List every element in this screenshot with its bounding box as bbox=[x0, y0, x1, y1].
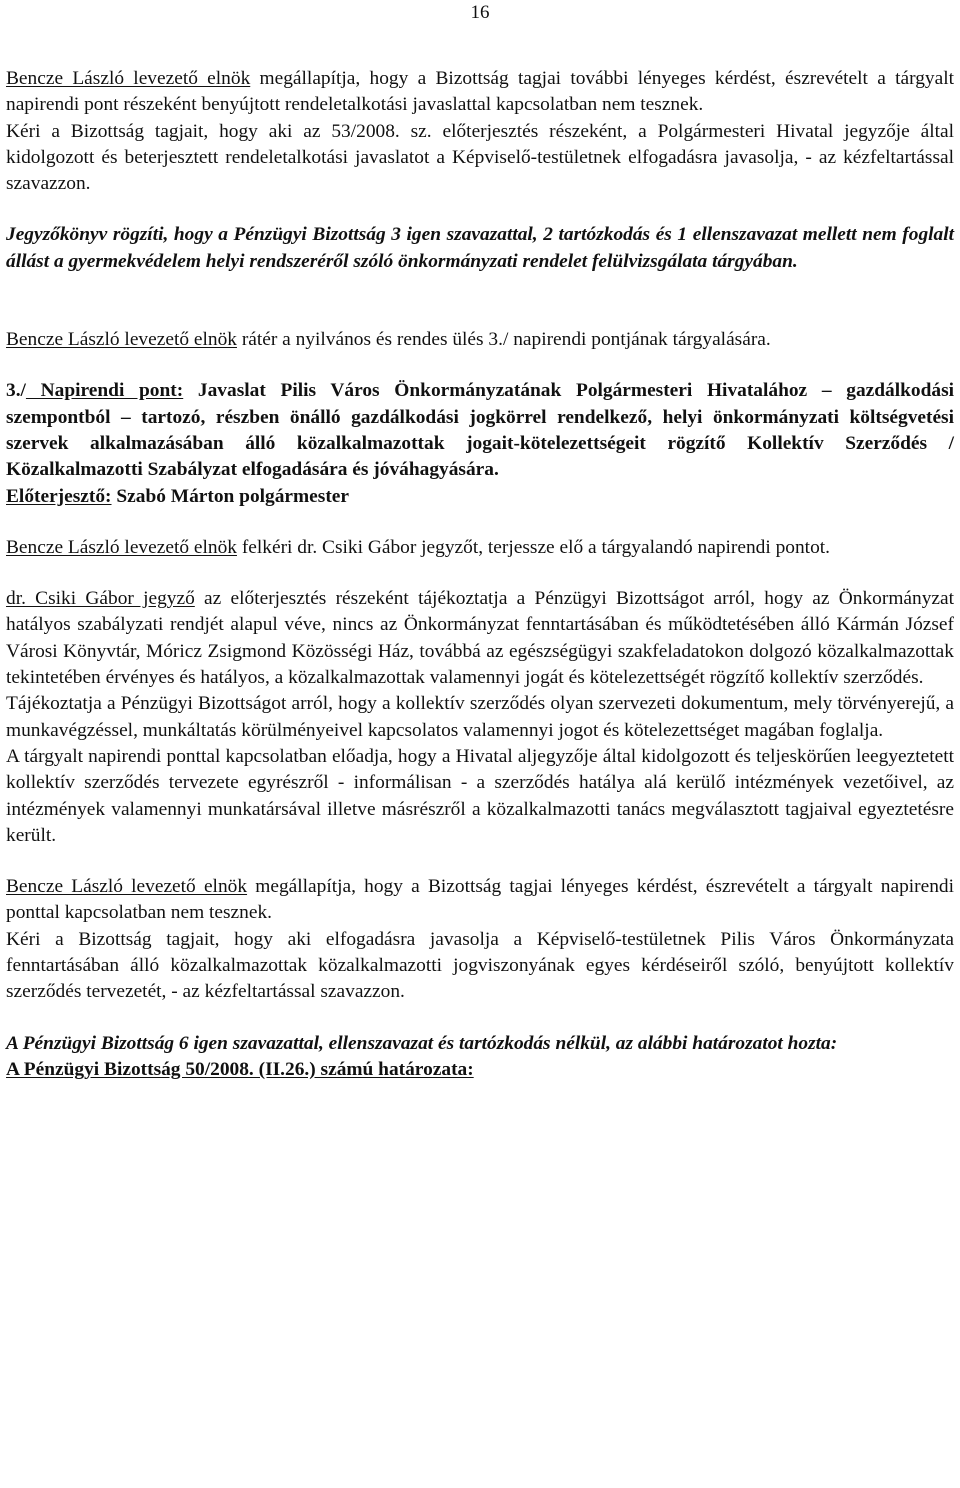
paragraph-text: megállapítja, hogy a Bizottság tagjai további lényeges kérdést, észrevételt a tárgyalt napirendi pont részeként benyújtott rendeletalkotási javaslattal kapcsolatban nem tesznek. bbox=[6, 68, 954, 116]
agenda-transition-paragraph bbox=[6, 327, 954, 353]
agenda-label: Napirendi pont: bbox=[25, 380, 184, 402]
speaker-name: Bencze László levezető elnök bbox=[6, 536, 237, 558]
paragraph-text: rátér a nyilvános és rendes ülés 3./ napirendi pontjának tárgyalására. bbox=[236, 329, 771, 351]
vote-result-paragraph: A Pénzügyi Bizottság 6 igen szavazattal, ellenszavazat és tartózkodás nélkül, az alábbi határozatot hozta: bbox=[6, 1032, 838, 1054]
minutes-record-paragraph: Jegyzőkönyv rögzíti, hogy a Pénzügyi Bizottság 3 igen szavazattal, 2 tartózkodás és 1 ellenszavazat mellett nem foglalt állást a gyermekvédelem helyi rendszeréről szóló önkormányzati rendelet felülvizsgálata tárgyában. bbox=[6, 224, 954, 272]
chair-statement-paragraph-2 bbox=[6, 874, 954, 927]
document-body bbox=[6, 66, 954, 1083]
notary-report-paragraph bbox=[6, 586, 954, 691]
speaker-name: Bencze László levezető elnök bbox=[6, 329, 237, 351]
chair-request-paragraph bbox=[6, 535, 954, 561]
vote-request-paragraph: Kéri a Bizottság tagjait, hogy aki az 53/2008. sz. előterjesztés részeként, a Polgármesteri Hivatal jegyzője által kidolgozott és beterjesztett rendeletalkotási javaslatot a Képviselő-testületnek elfogadásra javasolja, - az kézfeltartással szavazzon. bbox=[6, 120, 954, 195]
presenter-label: Előterjesztő: bbox=[6, 485, 112, 507]
presentation-paragraph: A tárgyalt napirendi ponttal kapcsolatban előadja, hogy a Hivatal aljegyzője által kidolgozott és teljeskörűen leegyeztetett kollektív szerződés tervezete egyrészről - informálisan - a szerződés hatálya alá kerülő intézmények vezetőivel, az intézmények valamennyi munkatársával illetve másrészről a közalkalmazotti tanács megválasztott tagjaival egyeztetésre került. bbox=[6, 745, 954, 846]
agenda-number: 3./ bbox=[6, 380, 26, 402]
agenda-item-heading bbox=[6, 378, 954, 483]
resolution-title: A Pénzügyi Bizottság 50/2008. (II.26.) számú határozata: bbox=[6, 1058, 474, 1080]
speaker-name: dr. Csiki Gábor jegyző bbox=[6, 588, 195, 610]
page-number: 16 bbox=[470, 2, 490, 23]
presenter-line bbox=[6, 484, 954, 510]
presenter-name: Szabó Márton polgármester bbox=[111, 485, 350, 507]
chair-statement-paragraph bbox=[6, 66, 954, 119]
paragraph-text: az előterjesztés részeként tájékoztatja a Pénzügyi Bizottságot arról, hogy az Önkormányzat hatályos szabályzati rendjét alapul véve, nincs az Önkormányzat fenntartásában és működtetésében álló Kármán József Városi Könyvtár, Móricz Zsigmond Közösségi Ház, továbbá az egészségügyi szakfeladatokon dolgozó közalkalmazottak tekintetében érvényes és hatályos, a közalkalmazottak valamennyi jogát és kötelezettségét rögzítő kollektív szerződés. bbox=[6, 588, 954, 689]
speaker-name: Bencze László levezető elnök bbox=[6, 876, 248, 898]
paragraph-text: felkéri dr. Csiki Gábor jegyzőt, terjessze elő a tárgyalandó napirendi pontot. bbox=[236, 536, 831, 558]
paragraph-text: megállapítja, hogy a Bizottság tagjai lényeges kérdést, észrevételt a tárgyalt napirendi ponttal kapcsolatban nem tesznek. bbox=[6, 876, 954, 924]
speaker-name: Bencze László levezető elnök bbox=[6, 68, 251, 89]
vote-request-paragraph-2: Kéri a Bizottság tagjait, hogy aki elfogadásra javasolja a Képviselő-testületnek Pilis Város Önkormányzata fenntartásában álló közalkalmazottak közalkalmazotti jogviszonyának egyes kérdéseiről szóló, benyújtott kollektív szerződés tervezetét, - az kézfeltartással szavazzon. bbox=[6, 928, 954, 1003]
information-paragraph: Tájékoztatja a Pénzügyi Bizottságot arról, hogy a kollektív szerződés olyan szervezeti dokumentum, mely törvényerejű, a munkavégzéssel, munkáltatás körülményeivel kapcsolatos valamennyi jogot és kötelezettséget magában foglalja. bbox=[6, 693, 954, 741]
agenda-title: Javaslat Pilis Város Önkormányzatának Polgármesteri Hivatalához – gazdálkodási szempontból – tartozó, részben önálló gazdálkodási jogkörrel rendelkező, helyi önkormányzati költségvetési szervek alkalmazásában álló közalkalmazottak jogait-kötelezettségeit rögzítő Kollektív Szerződés / Közalkalmazotti Szabályzat elfogadására és jóváhagyására. bbox=[6, 380, 955, 481]
